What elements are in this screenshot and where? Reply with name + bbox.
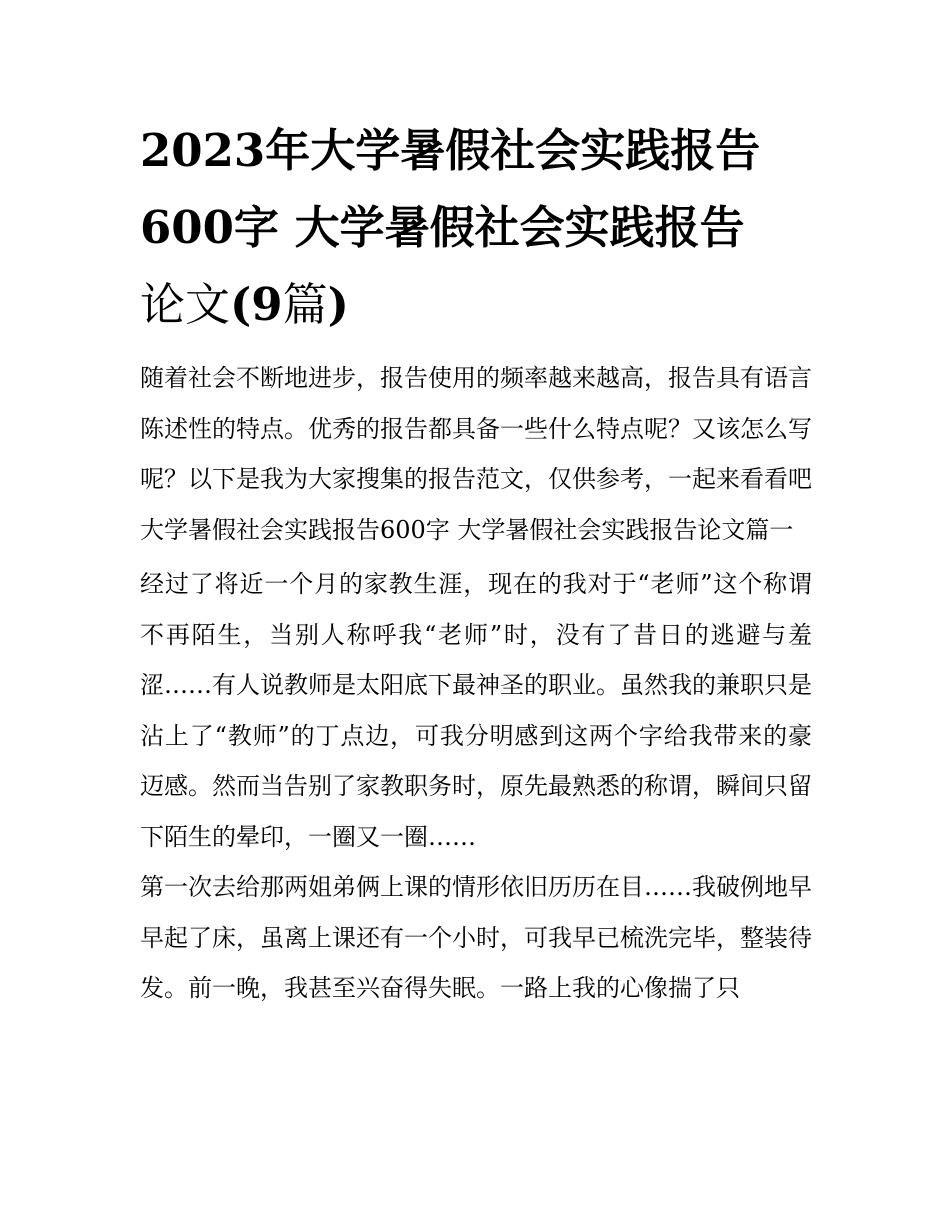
title-line-3	[140, 266, 812, 343]
body-paragraph-1: 经过了将近一个月的家教生涯，现在的我对于“老师”这个称谓不再陌生，当别人称呼我“老师”时，没有了昔日的逃避与羞涩……有人说教师是太阳底下最神圣的职业。虽然我的兼职只是沾上了“教师”的丁点边，可我分明感到这两个字给我带来的豪迈感。然而当告别了家教职务时，原先最熟悉的称谓，瞬间只留下陌生的晕印，一圈又一圈……	[140, 570, 812, 851]
title-line-3-close: )	[327, 278, 349, 331]
title-line-2: 600字 大学暑假社会实践报告	[140, 201, 745, 254]
intro-paragraph: 随着社会不断地进步，报告使用的频率越来越高，报告具有语言陈述性的特点。优秀的报告都具备一些什么特点呢？又该怎么写呢？以下是我为大家搜集的报告范文，仅供参考，一起来看看吧	[140, 364, 812, 493]
title-line-3-prefix: 论文	[140, 278, 231, 331]
title-line-1: 2023年大学暑假社会实践报告	[140, 124, 761, 177]
title-line-3-number: (9	[230, 278, 283, 331]
section-heading: 大学暑假社会实践报告600字 大学暑假社会实践报告论文篇一	[140, 515, 794, 544]
document-page	[140, 112, 812, 1014]
body-paragraph-2: 第一次去给那两姐弟俩上课的情形依旧历历在目……我破例地早早起了床，虽离上课还有一个小时，可我早已梳洗完毕，整装待发。前一晚，我甚至兴奋得失眠。一路上我的心像揣了只	[140, 873, 812, 1002]
document-title	[140, 112, 812, 343]
title-line-3-unit: 篇	[282, 278, 328, 331]
